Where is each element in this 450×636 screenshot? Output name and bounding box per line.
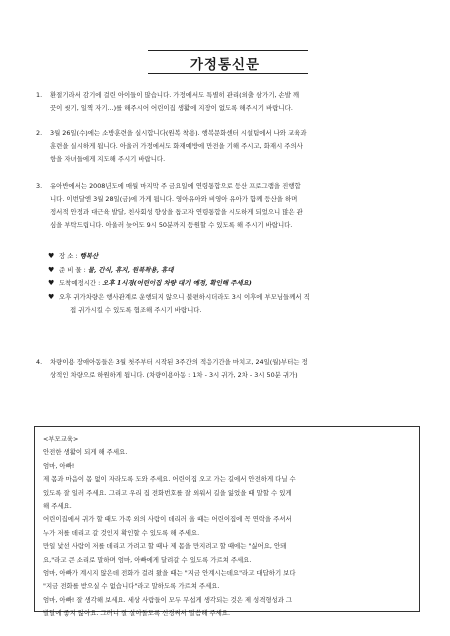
detail-label: 장 소 :	[59, 252, 78, 260]
list-item	[48, 291, 416, 318]
page-title: 가정통신문	[189, 57, 261, 73]
detail-line: 접 귀가시킬 수 있도록 협조해 주시기 바랍니다.	[70, 306, 202, 314]
event-details-list	[48, 250, 416, 318]
section-line: 항을 자녀들에게 지도해 주시기 바랍니다.	[50, 155, 166, 163]
section-line: 끗이 씻기, 일찍 자기...)를 해주시어 어린이집 생활에 지장이 없도록 해주시기 바랍니다.	[50, 104, 293, 112]
list-item	[48, 264, 416, 278]
section-number: 2.	[36, 129, 43, 137]
box-line: 있도록 잘 일러 주세요. 그리고 우리 집 전화번호를 잘 외워서 길을 잃었을 때 말할 수 있게	[43, 488, 292, 497]
heart-icon: ♥	[48, 292, 55, 301]
list-item	[48, 250, 416, 264]
box-heading: <부모교육>	[43, 435, 79, 443]
section-line: 유아반에서는 2008년도에 매월 마지막 주 금요일에 연령통합으로 등산 프로그램을 진행합	[50, 182, 301, 190]
section-line: 니다. 이번달엔 3월 28일(금)에 가게 됩니다. 영아유아와 비영아 유아가 함께 등산을 하며	[50, 195, 298, 203]
section-1	[36, 89, 416, 115]
section-number: 4.	[36, 358, 43, 366]
detail-label: 준 비 물 :	[59, 265, 86, 274]
box-line: 안전한 생활이 되게 해 주세요.	[43, 448, 128, 457]
section-2	[36, 127, 416, 166]
box-line: 만일 낯선 사람이 저를 데리고 가려고 할 때나 제 몸을 만지려고 할 때에는 "싫어요, 안돼	[43, 542, 287, 551]
section-line: 환절기라서 감기에 걸린 아이들이 많습니다. 가정에서도 특별히 관리(외출 삼가기, 손발 깨	[50, 91, 300, 99]
box-line: 엄마, 아빠가 계시지 않은데 전화가 걸려 왔을 때는 "지금 안계시는데요"라고 대답하기 보다	[43, 569, 296, 578]
box-line: 발달에 좋지 않아요. 그러니 잘 살아돌도록 신경써서 말씀해 주세요.	[43, 609, 230, 618]
section-3	[36, 180, 416, 232]
box-line: "지금 전화를 받으실 수 없습니다"라고 말하도록 가르쳐 주세요.	[43, 582, 220, 591]
heart-icon: ♥	[48, 252, 55, 260]
box-line: 어린이집에서 귀가 할 때도 가족 외의 사람이 데리러 올 때는 어린이집에 꼭 연락을 주셔서	[43, 515, 292, 524]
section-4	[36, 356, 416, 382]
detail-value: 오후 1시경(어린이집 차량 대기 예정, 확인해 주세요)	[102, 279, 252, 287]
detail-value: 행복산	[79, 252, 99, 260]
section-number: 3.	[36, 182, 43, 190]
detail-value: 물, 간식, 휴지, 원복착용, 휴대	[87, 265, 174, 274]
detail-label: 도착예정시간 :	[59, 279, 101, 287]
heart-icon: ♥	[48, 265, 55, 274]
list-item	[48, 277, 416, 291]
title-rule-top	[148, 50, 308, 51]
title-rule-bottom	[148, 73, 308, 74]
section-line: 훈련을 실시하게 됩니다. 아울러 가정에서도 화재예방에 만전을 기해 주시고, 화재시 주의사	[50, 142, 303, 150]
section-line: 정서적 안정과 대근육 발달, 친사회성 향상을 돕고자 연령통합을 시도하게 되었으니 많은 관	[50, 208, 303, 216]
box-line: 해 주세요.	[43, 502, 72, 511]
detail-line: 오후 귀가차량은 행사관계로 운행되지 않으니 불편하시더라도 3시 이후에 부모님들께서 직	[59, 292, 310, 301]
section-line: 3월 26일(수)에는 소방훈련을 실시합니다(원복 착용). 행복문화센터 시설팀에서 나와 교육과	[50, 129, 307, 137]
section-number: 1.	[36, 91, 43, 99]
heart-icon: ♥	[48, 279, 55, 287]
section-line: 심을 부탁드립니다. 아울러 늦어도 9시 50분까지 등원할 수 있도록 해 주시기 바랍니다.	[50, 221, 293, 229]
box-line: 요,"라고 큰 소리로 말하며 엄마, 아빠에게 달려갈 수 있도록 가르쳐 주세요.	[43, 555, 252, 564]
section-line: 상적인 차량으로 하원하게 됩니다. (차량이용아동 : 1차 - 3시 귀가, 2차 - 3시 50분 귀가)	[50, 371, 298, 379]
box-line: 제 몸과 마음이 몸 없이 자라도록 도와 주세요. 어린이집 오고 가는 길에서 안전하게 다닐 수	[43, 475, 296, 484]
box-line: 누가 저를 데리고 갈 것인지 확인할 수 있도록 해 주세요.	[43, 528, 200, 537]
box-line: 엄마, 아빠! 잘 생각해 보세요. 세상 사람들이 모두 무섭게 생각되는 것은 제 성격형성과 그	[43, 595, 293, 604]
section-line: 차량이용 장애아동들은 3월 첫주부터 시작된 3주간의 적응기간을 마치고, 24일(월)부터는 정	[50, 358, 308, 366]
parent-education-box	[34, 426, 420, 618]
box-line: 엄마, 아빠!	[43, 461, 75, 470]
